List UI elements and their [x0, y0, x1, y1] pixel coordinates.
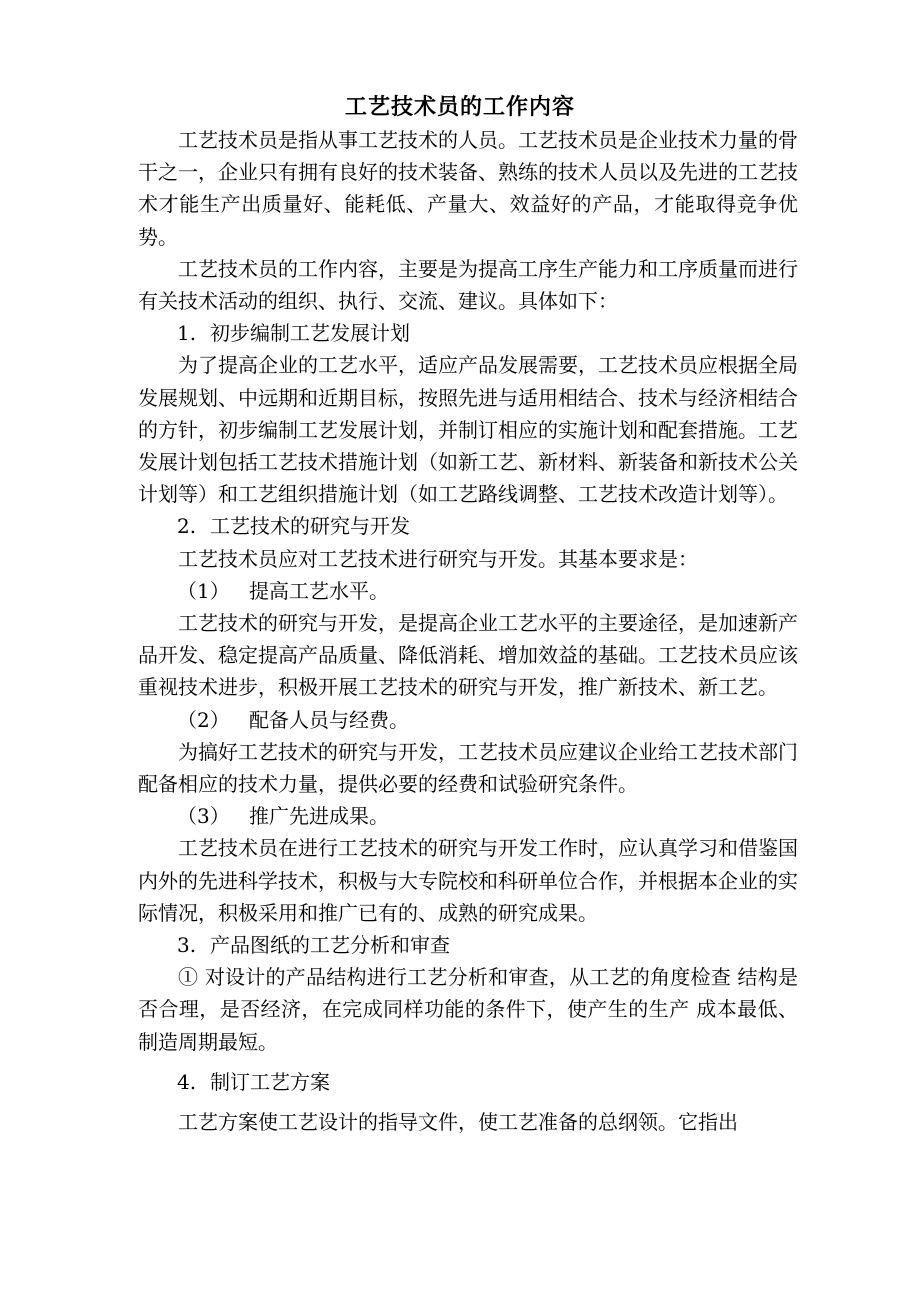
paragraph: 为搞好工艺技术的研究与开发，工艺技术员应建议企业给工艺技术部门配备相应的技术力量，提供必要的经费和试验研究条件。 — [138, 739, 798, 797]
section-number: 4. — [177, 1069, 197, 1094]
subitem-number: （1） — [177, 578, 230, 603]
paragraph: 工艺方案使工艺设计的指导文件，使工艺准备的总纲领。它指出 — [178, 1110, 738, 1135]
section-number: 1. — [177, 321, 197, 346]
paragraph: ① 对设计的产品结构进行工艺分析和审查，从工艺的角度检查 结构是否合理，是否经济，在完成同样功能的条件下，使产生的生产 成本最低、制造周期最短。 — [138, 965, 798, 1054]
subitem-heading — [138, 704, 798, 736]
paragraph: 工艺技术员是指从事工艺技术的人员。工艺技术员是企业技术力量的骨干之一，企业只有拥有良好的技术装备、熟练的技术人员以及先进的工艺技术才能生产出质量好、能耗低、产量大、效益好的产品，才能取得竞争优势。 — [138, 128, 798, 249]
document-title: 工艺技术员的工作内容 — [344, 94, 575, 120]
subitem-heading-text: 提高工艺水平。 — [249, 578, 389, 603]
section-heading-text: 制订工艺方案 — [210, 1069, 330, 1094]
subitem-number: （3） — [177, 804, 230, 829]
paragraph: 工艺技术员应对工艺技术进行研究与开发。其基本要求是： — [178, 546, 698, 571]
section-number: 3. — [177, 933, 197, 958]
section-heading — [138, 929, 798, 961]
paragraph: 为了提高企业的工艺水平，适应产品发展需要，工艺技术员应根据全局发展规划、中远期和近期目标，按照先进与适用相结合、技术与经济相结合的方针，初步编制工艺发展计划，并制订相应的实施计划和配套措施。工艺发展计划包括工艺技术措施计划（如新工艺、新材料、新装备和新技术公关计划等）和工艺组织措施计划（如工艺路线调整、工艺技术改造计划等）。 — [138, 353, 798, 507]
subitem-heading-text: 配备人员与经费。 — [249, 707, 409, 732]
subitem-number: （2） — [177, 707, 230, 732]
subitem-heading-text: 推广先进成果。 — [249, 804, 389, 829]
document-body — [138, 124, 798, 1138]
section-heading-text: 初步编制工艺发展计划 — [210, 321, 410, 346]
section-number: 2. — [177, 514, 197, 539]
section-heading — [138, 510, 798, 542]
paragraph: 工艺技术员的工作内容，主要是为提高工序生产能力和工序质量而进行有关技术活动的组织、执行、交流、建议。具体如下： — [138, 256, 798, 314]
section-heading-text: 工艺技术的研究与开发 — [210, 514, 410, 539]
paragraph: 工艺技术员在进行工艺技术的研究与开发工作时，应认真学习和借鉴国内外的先进科学技术，积极与大专院校和科研单位合作，并根据本企业的实际情况，积极采用和推广已有的、成熟的研究成果。 — [138, 836, 798, 925]
subitem-heading — [138, 800, 798, 832]
section-heading — [138, 1066, 798, 1098]
paragraph: 工艺技术的研究与开发，是提高企业工艺水平的主要途径，是加速新产品开发、稳定提高产品质量、降低消耗、增加效益的基础。工艺技术员应该重视技术进步，积极开展工艺技术的研究与开发，推广新技术、新工艺。 — [138, 611, 798, 700]
section-heading-text: 产品图纸的工艺分析和审查 — [210, 933, 450, 958]
section-heading — [138, 317, 798, 349]
subitem-heading — [138, 575, 798, 607]
